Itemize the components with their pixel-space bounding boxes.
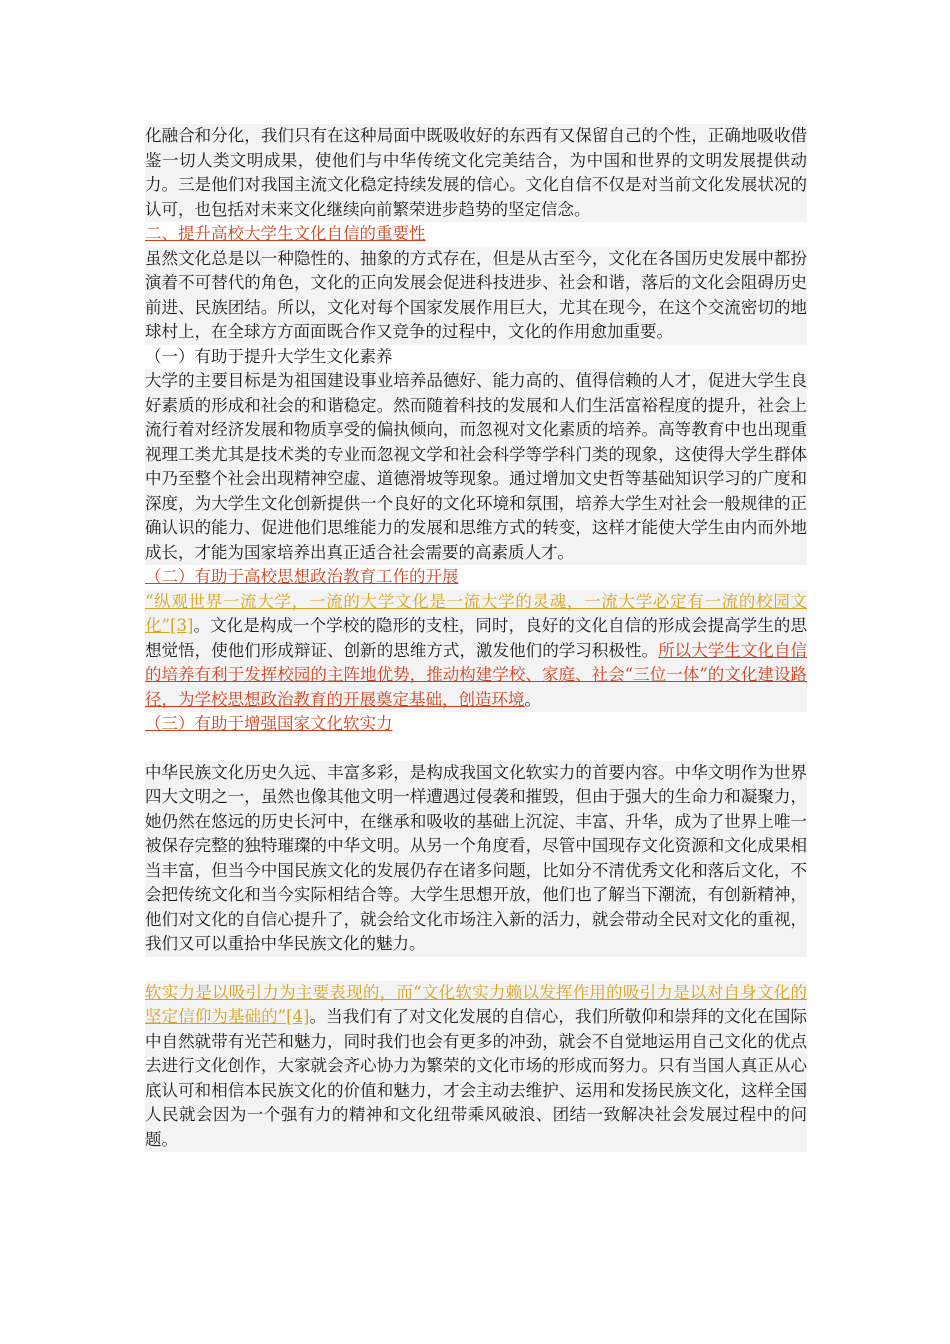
paragraph-culture-confidence: 化融合和分化，我们只有在这种局面中既吸收好的东西有又保留自己的个性，正确地吸收借鉴一切人类文明成果，使他们与中华传统文化完美结合，为中国和世界的文明发展提供动力。三是他们对我国主流文化稳定持续发展的信心。文化自信不仅是对当前文化发展状况的认可，也包括对未来文化继续向前繁荣进步趋势的坚定信念。 — [145, 124, 807, 222]
quote-citation-3: “纵观世界一流大学，一流的大学文化是一流大学的灵魂，一流大学必定有一流的校园文化”[3] — [145, 591, 807, 635]
paragraph-political-education — [145, 590, 807, 713]
paragraph-text: 。文化是构成一个学校的隐形的支柱，同时，良好的文化自信的形成会提高学生的思想觉悟，使他们形成辩证、创新的思维方式，激发他们的学习积极性。 — [145, 616, 808, 660]
blank-line — [145, 737, 807, 761]
paragraph-end: 。 — [524, 689, 541, 709]
paragraph-text: 。当我们有了对文化发展的自信心，我们所敬仰和崇拜的文化在国际中自然就带有光芒和魅力，同时我们也会有更多的冲劲，就会不自觉地运用自己文化的优点去进行文化创作，大家就会齐心协力为繁荣的文化市场的形成而努力。只有当国人真正从心底认可和相信本民族文化的价值和魅力，才会主动去维护、运用和发扬民族文化，这样全国人民就会因为一个强有力的精神和文化纽带乘风破浪、团结一致解决社会发展过程中的问题。 — [145, 1007, 808, 1149]
paragraph-chinese-civilization: 中华民族文化历史久远、丰富多彩，是构成我国文化软实力的首要内容。中华文明作为世界四大文明之一，虽然也像其他文明一样遭遇过侵袭和摧毁，但由于强大的生命力和凝聚力，她仍然在悠远的历史长河中，在继承和吸收的基础上沉淀、丰富、升华，成为了世界上唯一被保存完整的独特璀璨的中华文明。从另一个角度看，尽管中国现存文化资源和文化成果相当丰富，但当今中国民族文化的发展仍存在诸多问题，比如分不清优秀文化和落后文化，不会把传统文化和当今实际相结合等。大学生思想开放，他们也了解当下潮流，有创新精神，他们对文化的自信心提升了，就会给文化市场注入新的活力，就会带动全民对文化的重视，我们又可以重拾中华民族文化的魅力。 — [145, 761, 807, 957]
subheading-political-education: （二）有助于高校思想政治教育工作的开展 — [145, 567, 459, 586]
document-page — [145, 124, 807, 1152]
section-heading-importance: 二、提升高校大学生文化自信的重要性 — [145, 224, 426, 243]
paragraph-soft-power — [145, 981, 807, 1153]
subheading-soft-power: （三）有助于增强国家文化软实力 — [145, 714, 393, 733]
quote-citation-4: 软实力是以吸引力为主要表现的，而“文化软实力赖以发挥作用的吸引力是以对自身文化的坚定信仰为基础的”[4] — [145, 982, 807, 1026]
paragraph-literacy: 大学的主要目标是为祖国建设事业培养品德好、能力高的、值得信赖的人才，促进大学生良好素质的形成和社会的和谐稳定。然而随着科技的发展和人们生活富裕程度的提升，社会上流行着对经济发展和物质享受的偏执倾向，而忽视对文化素质的培养。高等教育中也出现重视理工类尤其是技术类的专业而忽视文学和社会科学等学科门类的现象，这使得大学生群体中乃至整个社会出现精神空虚、道德滑坡等现象。通过增加文史哲等基础知识学习的广度和深度，为大学生文化创新提供一个良好的文化环境和氛围，培养大学生对社会一般规律的正确认识的能力、促进他们思维能力的发展和思维方式的转变，这样才能使大学生由内而外地成长，才能为国家培养出真正适合社会需要的高素质人才。 — [145, 369, 807, 565]
blank-line — [145, 957, 807, 981]
paragraph-role-of-culture: 虽然文化总是以一种隐性的、抽象的方式存在，但是从古至今，文化在各国历史发展中都扮演着不可替代的角色，文化的正向发展会促进科技进步、社会和谐，落后的文化会阻碍历史前进、民族团结。所以，文化对每个国家发展作用巨大，尤其在现今，在这个交流密切的地球村上，在全球方方面面既合作又竞争的过程中，文化的作用愈加重要。 — [145, 247, 807, 345]
subheading-literacy: （一）有助于提升大学生文化素养 — [145, 346, 393, 366]
highlighted-sentence: 所以大学生文化自信的培养有利于发挥校园的主阵地优势，推动构建学校、家庭、社会“三位一体”的文化建设路径，为学校思想政治教育的开展奠定基础，创造环境 — [145, 640, 808, 709]
